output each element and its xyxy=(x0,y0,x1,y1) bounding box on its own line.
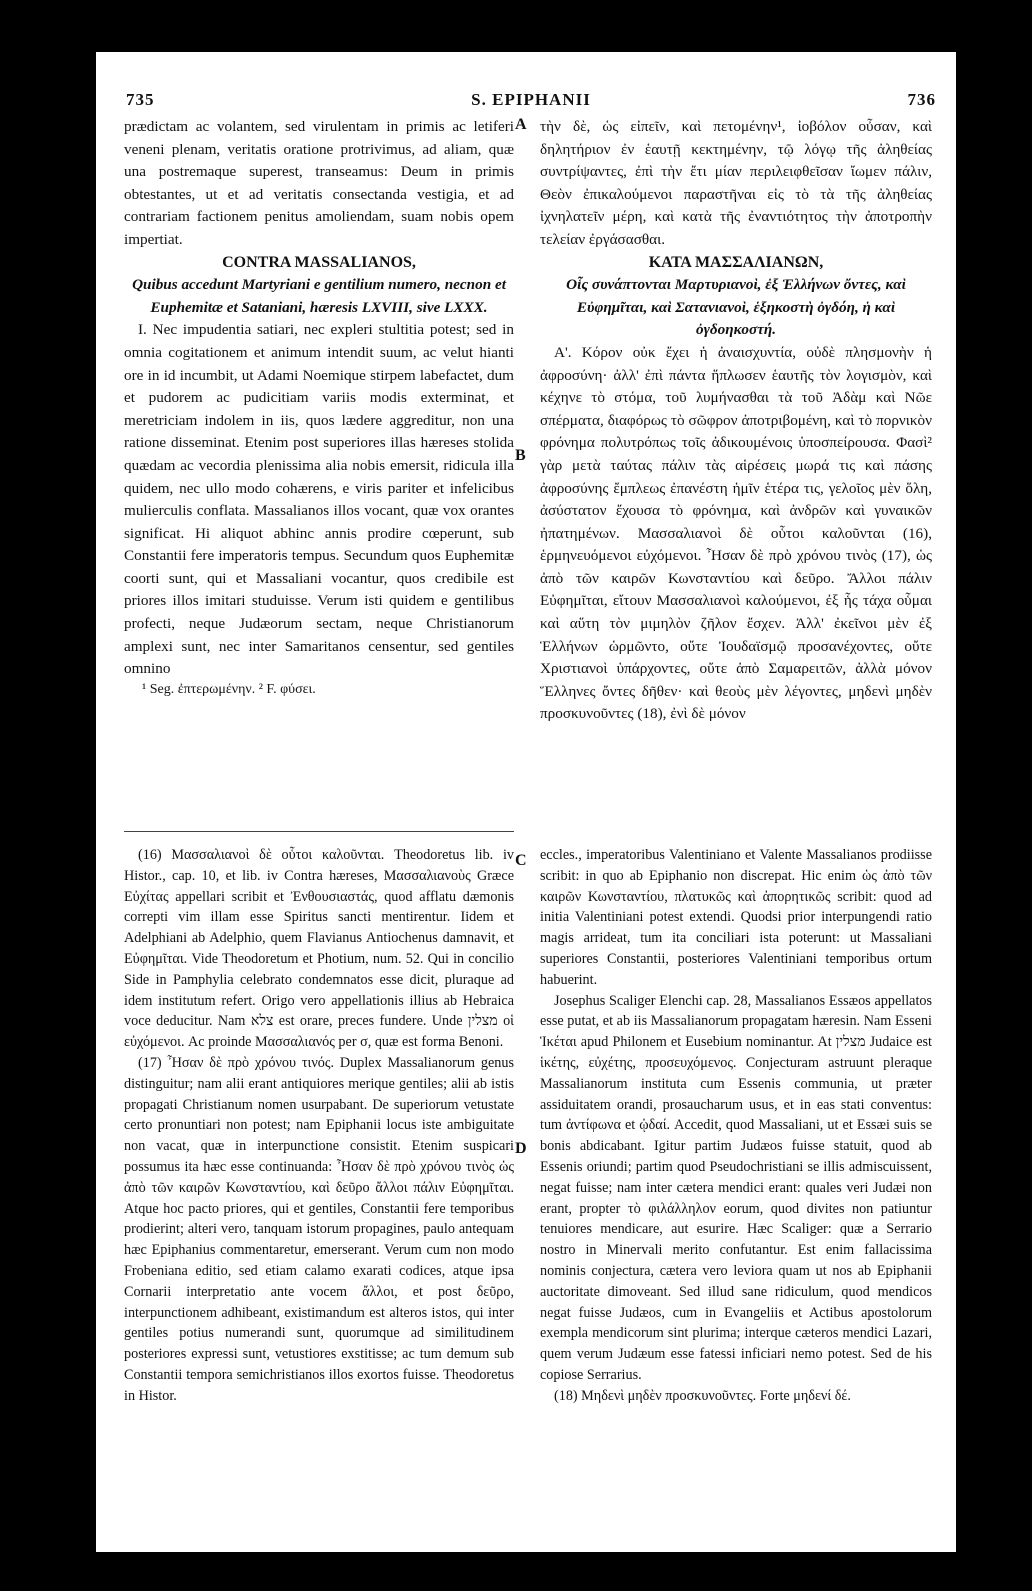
running-title: S. EPIPHANII xyxy=(471,90,591,109)
notes-right-column xyxy=(540,845,932,1407)
latin-section-subheading: Quibus accedunt Martyriani e gentilium numero, necnon et Euphemitæ et Sataniani, hæresis LXVIII, sive LXXX. xyxy=(132,276,506,316)
page-number-right: 736 xyxy=(907,90,936,109)
greek-body-paragraph: Α'. Κόρον οὐκ ἔχει ἡ ἀναισχυντία, οὐδὲ πλησμονὴν ἡ ἀφροσύνη· ἀλλ' ἐπὶ πάντα ἥπλωσεν ἑαυτῆς τὸν λογισμὸν, καὶ κέχηνε τὸ στόμα, τοῦ λυμήνασθαι τὰ τοῦ Ἀδὰμ καὶ Νῶε σπέρματα, διαφόρως τὸ σῶφρον ἀποτριβομένη, καὶ τὸ πορνικὸν φρόνημα πολυτρόπως τοῖς ἀδικουμένοις ὑποσπείρουσα. Φασὶ² γὰρ μετὰ ταύτας πάλιν τὰς αἱρέσεις μωρά τις καὶ πάσης ἀφροσύνης ἔμπλεως ἐπανέστη ἡμῖν ἑτέρα τις, γελοῖος μὲν ὅλη, ἀσύστατον ἔχουσα τὸ φρόνημα, καὶ ἀνδρῶν καὶ γυναικῶν ἠπατημένων. Μασσαλιανοὶ δὲ οὗτοι καλοῦνται (16), ἑρμηνευόμενοι εὐχόμενοι. Ἦσαν δὲ πρὸ χρόνου τινὸς (17), ὡς ἀπὸ τῶν καιρῶν Κωνσταντίου καὶ δεῦρο. Ἄλλοι πάλιν Εὐφημῖται, εἴτουν Μασσαλιανοὶ καλούμενοι, ἐξ ἧς τάχα οὗμαι καὶ αὕτη τὸν μιμηλὸν ζῆλον ἔσχεν. Ἀλλ' ἐκεῖνοι μὲν ἐξ Ἑλλήνων ὡρμῶντο, οὔτε Ἰουδαϊσμῷ προσανέχοντες, οὔτε Χριστιανοὶ ὑπάρχοντες, οὔτε ἀπὸ Σαμαρειτῶν, ἀλλὰ μόνον Ἕλληνες ὄντες δῆθεν· καὶ θεοὺς μὲν λέγοντες, μηδενὶ μηδὲν προσκυνοῦντες (18), ἐνὶ δὲ μόνον xyxy=(540,343,932,723)
greek-text-column xyxy=(540,116,932,726)
margin-marker-d: D xyxy=(515,1140,527,1157)
note-18: (18) Μηδενὶ μηδὲν προσκυνοῦντες. Forte μηδενί δέ. xyxy=(554,1387,851,1404)
note-17: (17) Ἦσαν δὲ πρὸ χρόνου τινός. Duplex Massalianorum genus distinguitur; nam alii erant antiquiores merique gentiles; alii ab istis propagati Christianum nomen usurpabant. De superiorum vetustate certo pronuntiari non potest; nam Epiphanii locus iste ambiguitate non vacat, quæ in interpunctione consistit. Etenim suspicari possumus ita hæc esse continuanda: Ἦσαν δὲ πρὸ χρόνου τινὸς ὡς ἀπὸ τῶν καιρῶν Κωνσταντίου, καὶ δεῦρο ἄλλοι πάλιν Εὐφημῖται. Atque hoc pacto priores, qui et gentiles, Constantii fere temporibus prodierint; alteri vero, tanquam istorum propagines, paulo antequam hæc Epiphanius commentaretur, emerserant. Verum cum non modo Frobeniana editio, sed etiam calamo exarati codices, atque ipsa Cornarii interpretatio ante vocem ἄλλοι, et post δεῦρο, interpunctionem adhibeant, existimandum est alteros istos, qui inter gentiles potius numerandi sunt, quorumque ad similitudinem posteriores expressi sunt, vetustiores exstitisse; ac tum demum sub Constantii tempora semichristianos illos exortos fuisse. Theodoretus in Histor. xyxy=(124,1054,514,1404)
notes-divider xyxy=(124,831,514,832)
page-number-left: 735 xyxy=(126,90,155,109)
latin-body-paragraph: I. Nec impudentia satiari, nec expleri stultitia potest; sed in omnia cogitationem et animum intendit suum, ac velut hianti ore in id incumbit, ut Adami Noemique stirpem labefactet, dum et pudorem ac pudicitiam variis modis exterminat, et meretriciam indolem in iis, quos lædere aggreditur, non una ratione disseminat. Etenim post superiores illas hæreses stolida quædam ac vecordia plenissima alia nobis emersit, ridicula illa quidem, nec ullo modo cohærens, e viris pariter et infelicibus mulierculis conflata. Massalianos illos vocant, quæ vox orantes significat. Hi aliquot abhinc annis prodire cœperunt, sub Constantii fere imperatoris tempus. Secundum quos Euphemitæ coorti sunt, qui et Massaliani vocantur, quos credibile est priores illos imitari studuisse. Verum isti quidem e gentilibus profecti, neque Judæorum sectam, neque Christianorum amplexi sunt, nec inter Samaritanos censentur, sed gentiles omnino xyxy=(124,321,514,678)
latin-text-column xyxy=(124,116,514,699)
book-page xyxy=(96,52,956,1552)
margin-marker-b: B xyxy=(515,447,526,464)
latin-section-heading: CONTRA MASSALIANOS, xyxy=(222,253,416,271)
running-header xyxy=(126,90,936,114)
margin-marker-c: C xyxy=(515,852,527,869)
footnotes: ¹ Seg. ἐπτερωμένην. ² F. φύσει. xyxy=(142,681,316,697)
note-16: (16) Μασσαλιανοὶ δὲ οὗτοι καλοῦνται. Theodoretus lib. iv Histor., cap. 10, et lib. iv Contra hæreses, Μασσαλιανοὺς Græce Εὐχίτας appellari scribit et Ἐνθουσιαστάς, quod afflatu dæmonis correpti vim illam esse Spiritus sancti mentirentur. Iidem et Adelphiani ab Adelphio, quem Flavianus Antiochenus damnavit, et Εὐφημῖται. Vide Theodoretum et Photium, num. 52. Qui in concilio Side in Pamphylia celebrato condemnatos esse dicit, pluraque ad idem institutum refert. Origo vero appellationis illius ab Hebraica voce deducitur. Nam צלא est orare, preces fundere. Unde מצלין οἱ εὐχόμενοι. Ac proinde Μασσαλιανός per σ, quæ est forma Benoni. xyxy=(124,847,514,1051)
margin-marker-a: A xyxy=(515,116,527,133)
greek-section-subheading: Οἷς συνάπτονται Μαρτυριανοὶ, ἐξ Ἑλλήνων ὄντες, καὶ Εὐφημῖται, καὶ Σατανιανοὶ, ἑξηκοστὴ ὀγδόη, ἡ καὶ ὀγδοηκοστή. xyxy=(566,276,906,339)
note-17-continued: eccles., imperatoribus Valentiniano et Valente Massalianos prodiisse scribit: in quo ab Epiphanio non discrepat. Hic enim ὡς ἀπὸ τῶν καιρῶν Κωνσταντίου, πλατυκῶς καὶ ἀπορητικῶς scribit: quod ad initia Valentiniani potest extendi. Quodsi prior interpungendi ratio magis arrideat, tum ita conciliari ista poterunt: ut Massaliani superiores Constantii, posteriores Valentiniani temporibus ortum habuerint. xyxy=(540,847,932,988)
greek-section-heading: ΚΑΤΑ ΜΑΣΣΑΛΙΑΝΩΝ, xyxy=(648,253,824,271)
notes-left-column xyxy=(124,845,514,1407)
note-scaliger: Josephus Scaliger Elenchi cap. 28, Massalianos Essæos appellatos esse putat, et ab iis Massalianorum propagatam hæresin. Nam Esseni Ἱκέται apud Philonem et Eusebium nominantur. At מצלין Judaice est ἱκέτης, εὐχέτης, προσευχόμενος. Conjecturam astruunt pleraque Massalianorum instituta cum Essenis communia, ut præter assiduitatem orandi, prosaucharum usus, et in eas stati conventus: tum ἀντίφωνα et ᾠδαί. Accedit, quod Massaliani, ut et Essæi suis se bonis abdicabant. Igitur partim Judæos fuisse statuit, quod ab Essenis oriundi; partim quod Pseudochristiani se illis admiscuissent, negat fuisse; nam inter cætera mendici erant: quales veri Judæi non erant, propter τὸ φιλάλληλον eorum, quod divites non patiuntur tenuiores mendicare, aut esurire. Hæc Scaliger: quæ a Serrario nostro in Minervali merito confutantur. Est enim fallacissima nominis conjectura, cætera vero leviora quam ut nos ab Epiphanii auctoritate dimoveant. Sed illud sane ridiculum, quod mendicos negat fuisse Judæos, cum in Evangeliis et Actibus apostolorum exempla mendicorum sint plurima; interque cæteros mendici Lazari, quem verum Judæum esse fatessi inficiari nemo potest. Sed de his copiose Serrarius. xyxy=(540,992,932,1383)
greek-intro-paragraph: τὴν δὲ, ὡς εἰπεῖν, καὶ πετομένην¹, ἰοβόλον οὖσαν, καὶ δηλητήριον ἐν ἑαυτῇ κεκτημένην, τῷ λόγῳ τῆς ἀληθείας συντρίψαντες, ἐπὶ τὴν ἔτι μίαν περιλειφθεῖσαν ἴωμεν πάλιν, Θεὸν ἐπικαλούμενοι παραστῆναι εἰς τὸ τὰ τῆς ἀληθείας ἰχνηλατεῖν μέρη, καὶ κατὰ τῆς ἐναντιότητος τὴν ἀποτροπὴν τελείαν ἐργάσασθαι. xyxy=(540,118,932,248)
latin-intro-paragraph: prædictam ac volantem, sed virulentam in primis ac letiferi veneni plenam, veritatis oratione protrivimus, ad aliam, quæ una postremaque superest, transeamus: Deum in primis obtestantes, ut et ad veritatis consectanda vestigia, et ad contrariam factionem penitus amoliendam, suam nobis opem impertiat. xyxy=(124,118,514,248)
